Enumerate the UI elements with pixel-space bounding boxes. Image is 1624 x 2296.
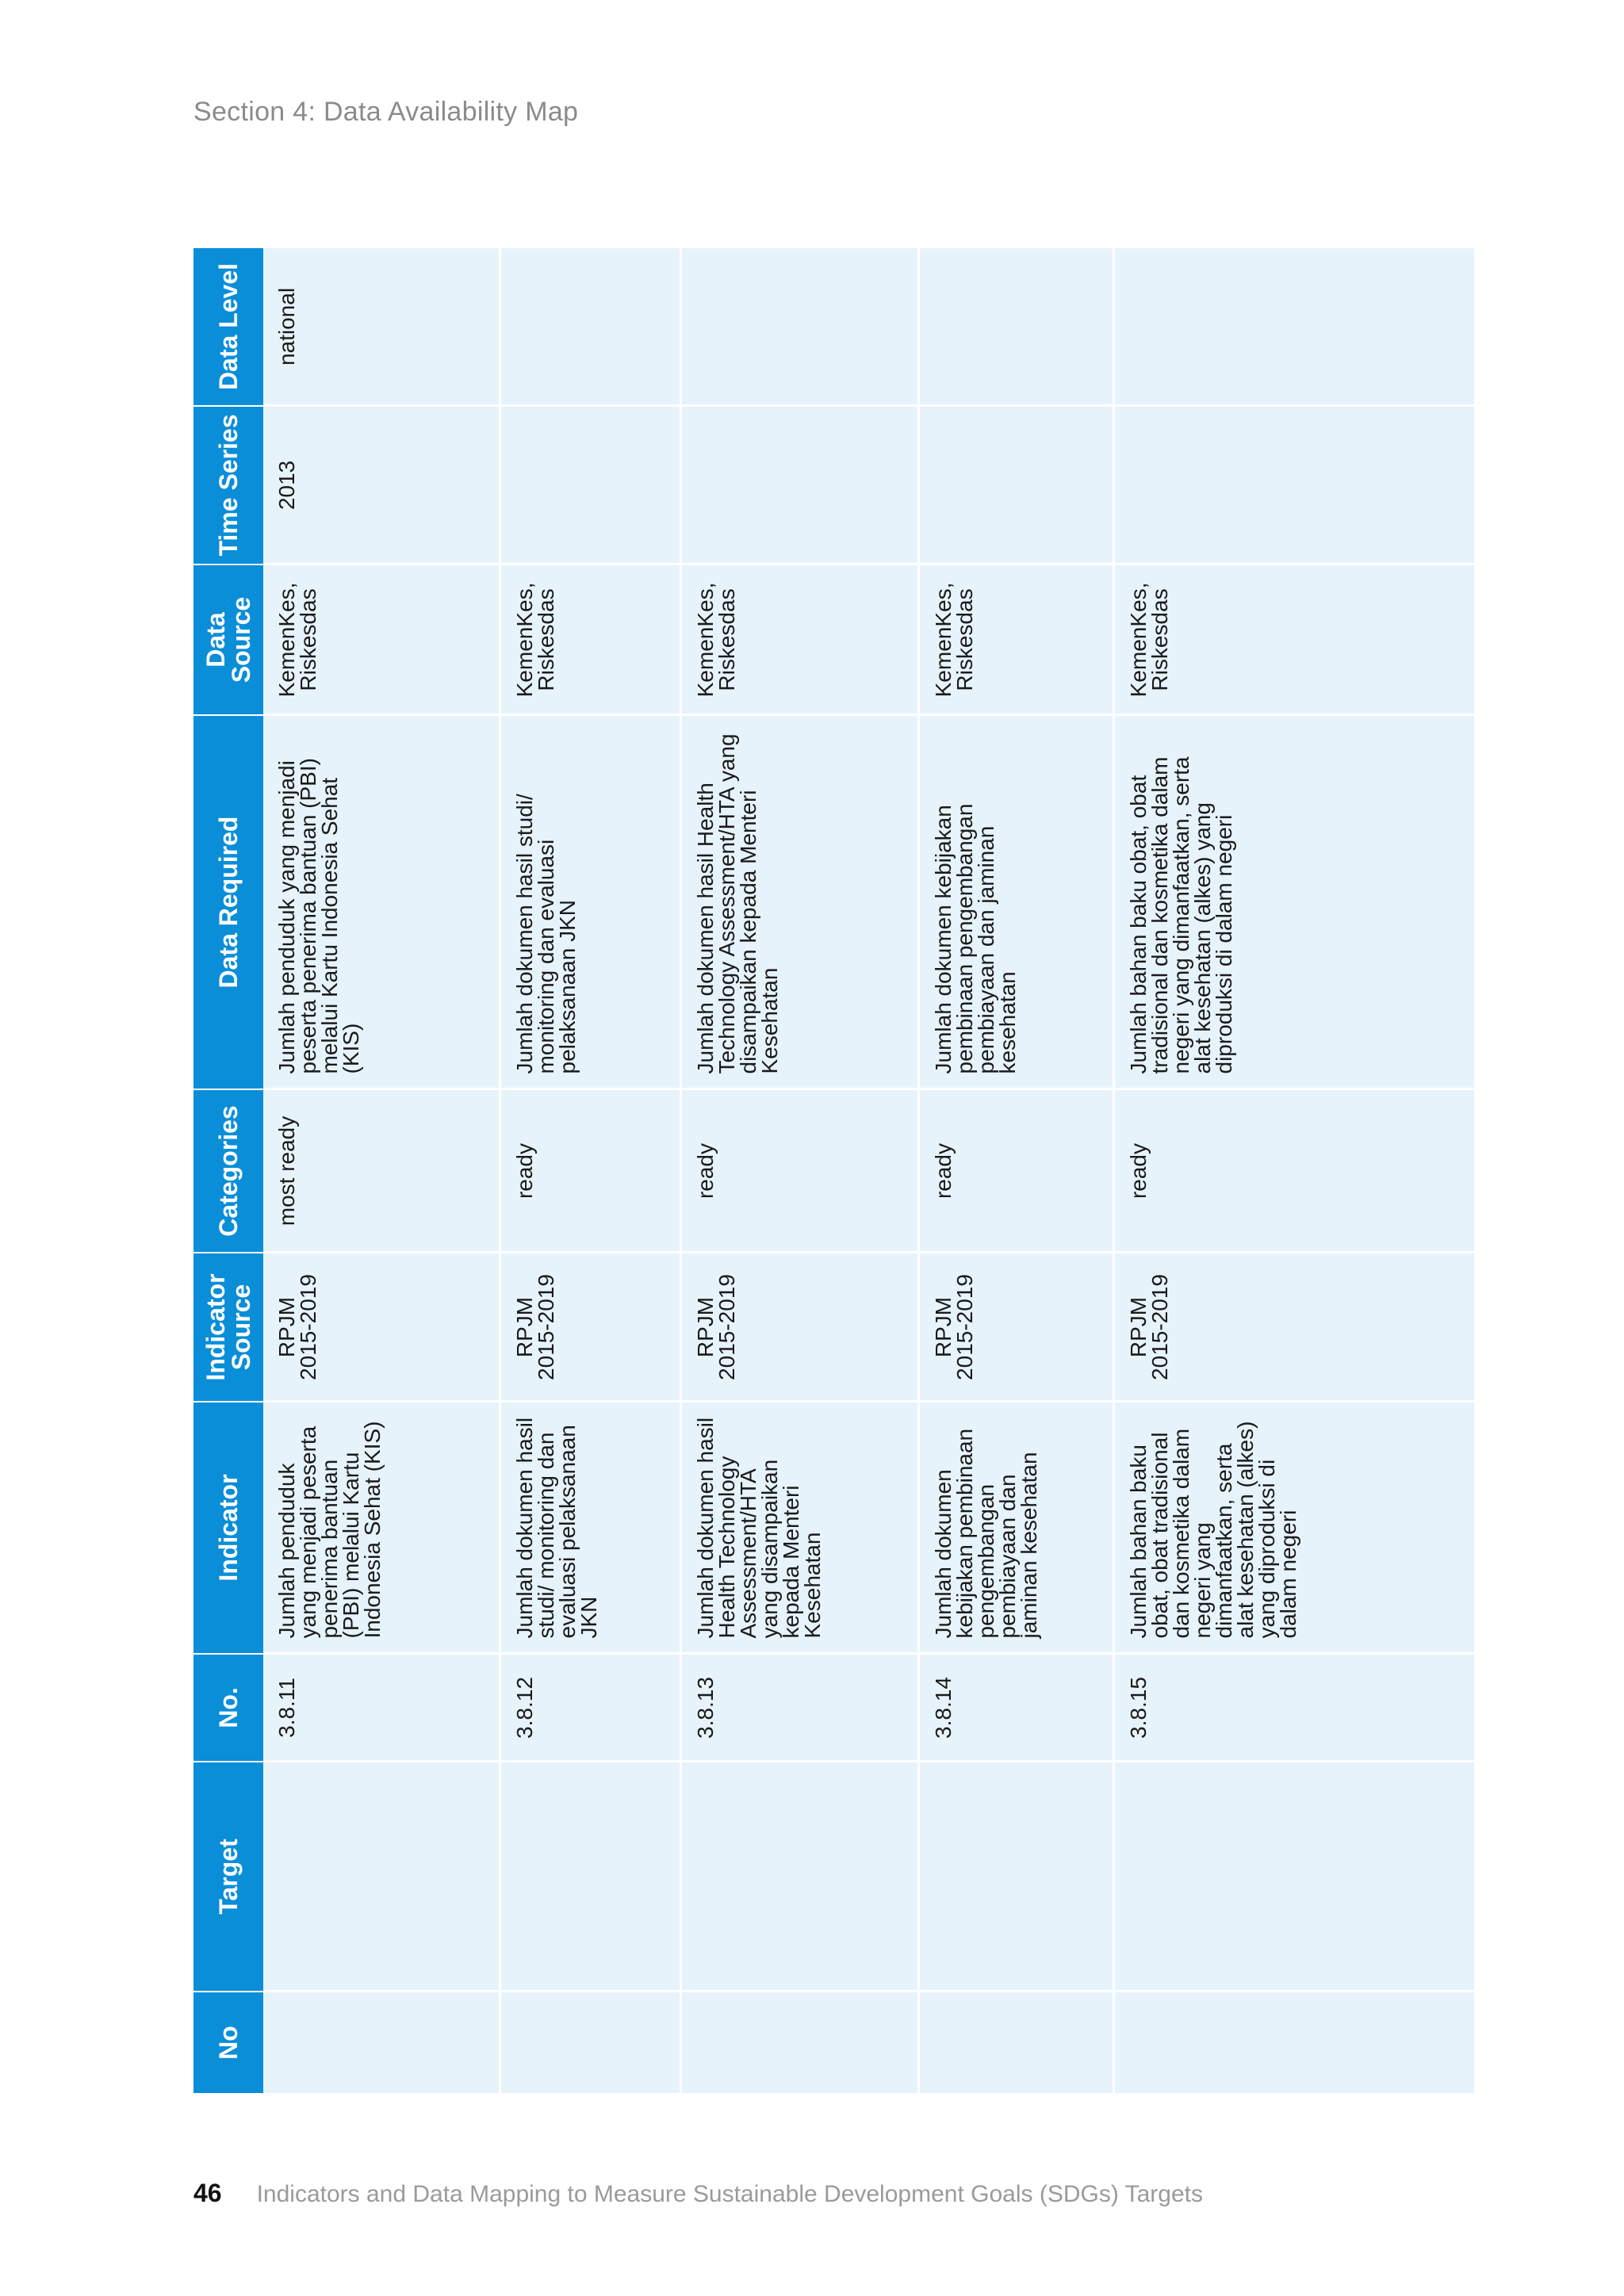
cell-data-source: KemenKes, Riskesdas xyxy=(680,564,918,715)
cell-target xyxy=(1113,1762,1475,1992)
cell-no xyxy=(680,1992,918,2093)
cell-indicator: Jumlah penduduk yang menjadi peserta penerima bantuan (PBI) melalui Kartu Indonesia Sehat (KIS) xyxy=(263,1402,500,1654)
document-title: Indicators and Data Mapping to Measure Sustainable Development Goals (SDGs) Targets xyxy=(256,2181,1203,2207)
column-header-number: No. xyxy=(193,1654,263,1762)
table-header-row xyxy=(193,247,263,2093)
cell-data-source: KemenKes, Riskesdas xyxy=(918,564,1113,715)
cell-indicator-source: RPJM 2015-2019 xyxy=(500,1253,680,1402)
cell-data-required: Jumlah dokumen kebijakan pembinaan pengembangan pembiayaan dan jaminan kesehatan xyxy=(918,715,1113,1089)
cell-no xyxy=(500,1992,680,2093)
cell-category: ready xyxy=(680,1089,918,1253)
cell-number: 3.8.14 xyxy=(918,1654,1113,1762)
cell-indicator-source: RPJM 2015-2019 xyxy=(680,1253,918,1402)
cell-target xyxy=(680,1762,918,1992)
column-header-indicator-source: Indicator Source xyxy=(193,1253,263,1402)
table-row xyxy=(680,247,918,2093)
page-number: 46 xyxy=(193,2179,222,2207)
cell-data-required: Jumlah bahan baku obat, obat tradisional dan kosmetika dalam negeri yang dimanfaatkan, serta alat kesehatan (alkes) yang diproduksi di dalam negeri xyxy=(1113,715,1475,1089)
cell-indicator-source: RPJM 2015-2019 xyxy=(918,1253,1113,1402)
cell-data-required: Jumlah dokumen hasil studi/ monitoring dan evaluasi pelaksanaan JKN xyxy=(500,715,680,1089)
cell-data-required: Jumlah penduduk yang menjadi peserta penerima bantuan (PBI) melalui Kartu Indonesia Sehat (KIS) xyxy=(263,715,500,1089)
cell-data-source: KemenKes, Riskesdas xyxy=(263,564,500,715)
cell-no xyxy=(918,1992,1113,2093)
cell-time-series xyxy=(918,406,1113,564)
cell-data-level xyxy=(500,247,680,406)
cell-number: 3.8.11 xyxy=(263,1654,500,1762)
cell-data-source: KemenKes, Riskesdas xyxy=(1113,564,1475,715)
cell-no xyxy=(1113,1992,1475,2093)
column-header-indicator: Indicator xyxy=(193,1402,263,1654)
cell-data-required: Jumlah dokumen hasil Health Technology Assessment/HTA yang disampaikan kepada Menteri Kesehatan xyxy=(680,715,918,1089)
cell-indicator: Jumlah dokumen hasil Health Technology Assessment/HTA yang disampaikan kepada Menteri Kesehatan xyxy=(680,1402,918,1654)
cell-time-series xyxy=(1113,406,1475,564)
section-title: Section 4: Data Availability Map xyxy=(193,97,579,127)
column-header-data-required: Data Required xyxy=(193,715,263,1089)
column-header-data-source: Data Source xyxy=(193,564,263,715)
cell-category: ready xyxy=(1113,1089,1475,1253)
cell-target xyxy=(263,1762,500,1992)
cell-indicator: Jumlah dokumen hasil studi/ monitoring dan evaluasi pelaksanaan JKN xyxy=(500,1402,680,1654)
column-header-time-series: Time Series xyxy=(193,406,263,564)
cell-target xyxy=(500,1762,680,1992)
cell-number: 3.8.15 xyxy=(1113,1654,1475,1762)
cell-time-series xyxy=(500,406,680,564)
cell-no xyxy=(263,1992,500,2093)
cell-indicator: Jumlah bahan baku obat, obat tradisional dan kosmetika dalam negeri yang dimanfaatkan, serta alat kesehatan (alkes) yang diproduksi di dalam negeri xyxy=(1113,1402,1475,1654)
cell-number: 3.8.12 xyxy=(500,1654,680,1762)
data-availability-table-wrapper xyxy=(193,247,1477,2093)
column-header-data-level: Data Level xyxy=(193,247,263,406)
cell-target xyxy=(918,1762,1113,1992)
cell-indicator: Jumlah dokumen kebijakan pembinaan pengembangan pembiayaan dan jaminan kesehatan xyxy=(918,1402,1113,1654)
cell-data-level xyxy=(1113,247,1475,406)
cell-data-level xyxy=(918,247,1113,406)
cell-category: most ready xyxy=(263,1089,500,1253)
page-footer xyxy=(193,2179,1203,2208)
cell-data-source: KemenKes, Riskesdas xyxy=(500,564,680,715)
rotated-table-frame xyxy=(193,247,1477,2093)
cell-time-series: 2013 xyxy=(263,406,500,564)
table-row xyxy=(500,247,680,2093)
cell-data-level: national xyxy=(263,247,500,406)
table-row xyxy=(1113,247,1475,2093)
cell-category: ready xyxy=(918,1089,1113,1253)
cell-data-level xyxy=(680,247,918,406)
cell-time-series xyxy=(680,406,918,564)
cell-number: 3.8.13 xyxy=(680,1654,918,1762)
data-availability-table xyxy=(193,247,1477,2093)
cell-indicator-source: RPJM 2015-2019 xyxy=(263,1253,500,1402)
column-header-no: No xyxy=(193,1992,263,2093)
table-row xyxy=(918,247,1113,2093)
column-header-target: Target xyxy=(193,1762,263,1992)
table-row xyxy=(263,247,500,2093)
cell-category: ready xyxy=(500,1089,680,1253)
column-header-categories: Categories xyxy=(193,1089,263,1253)
cell-indicator-source: RPJM 2015-2019 xyxy=(1113,1253,1475,1402)
